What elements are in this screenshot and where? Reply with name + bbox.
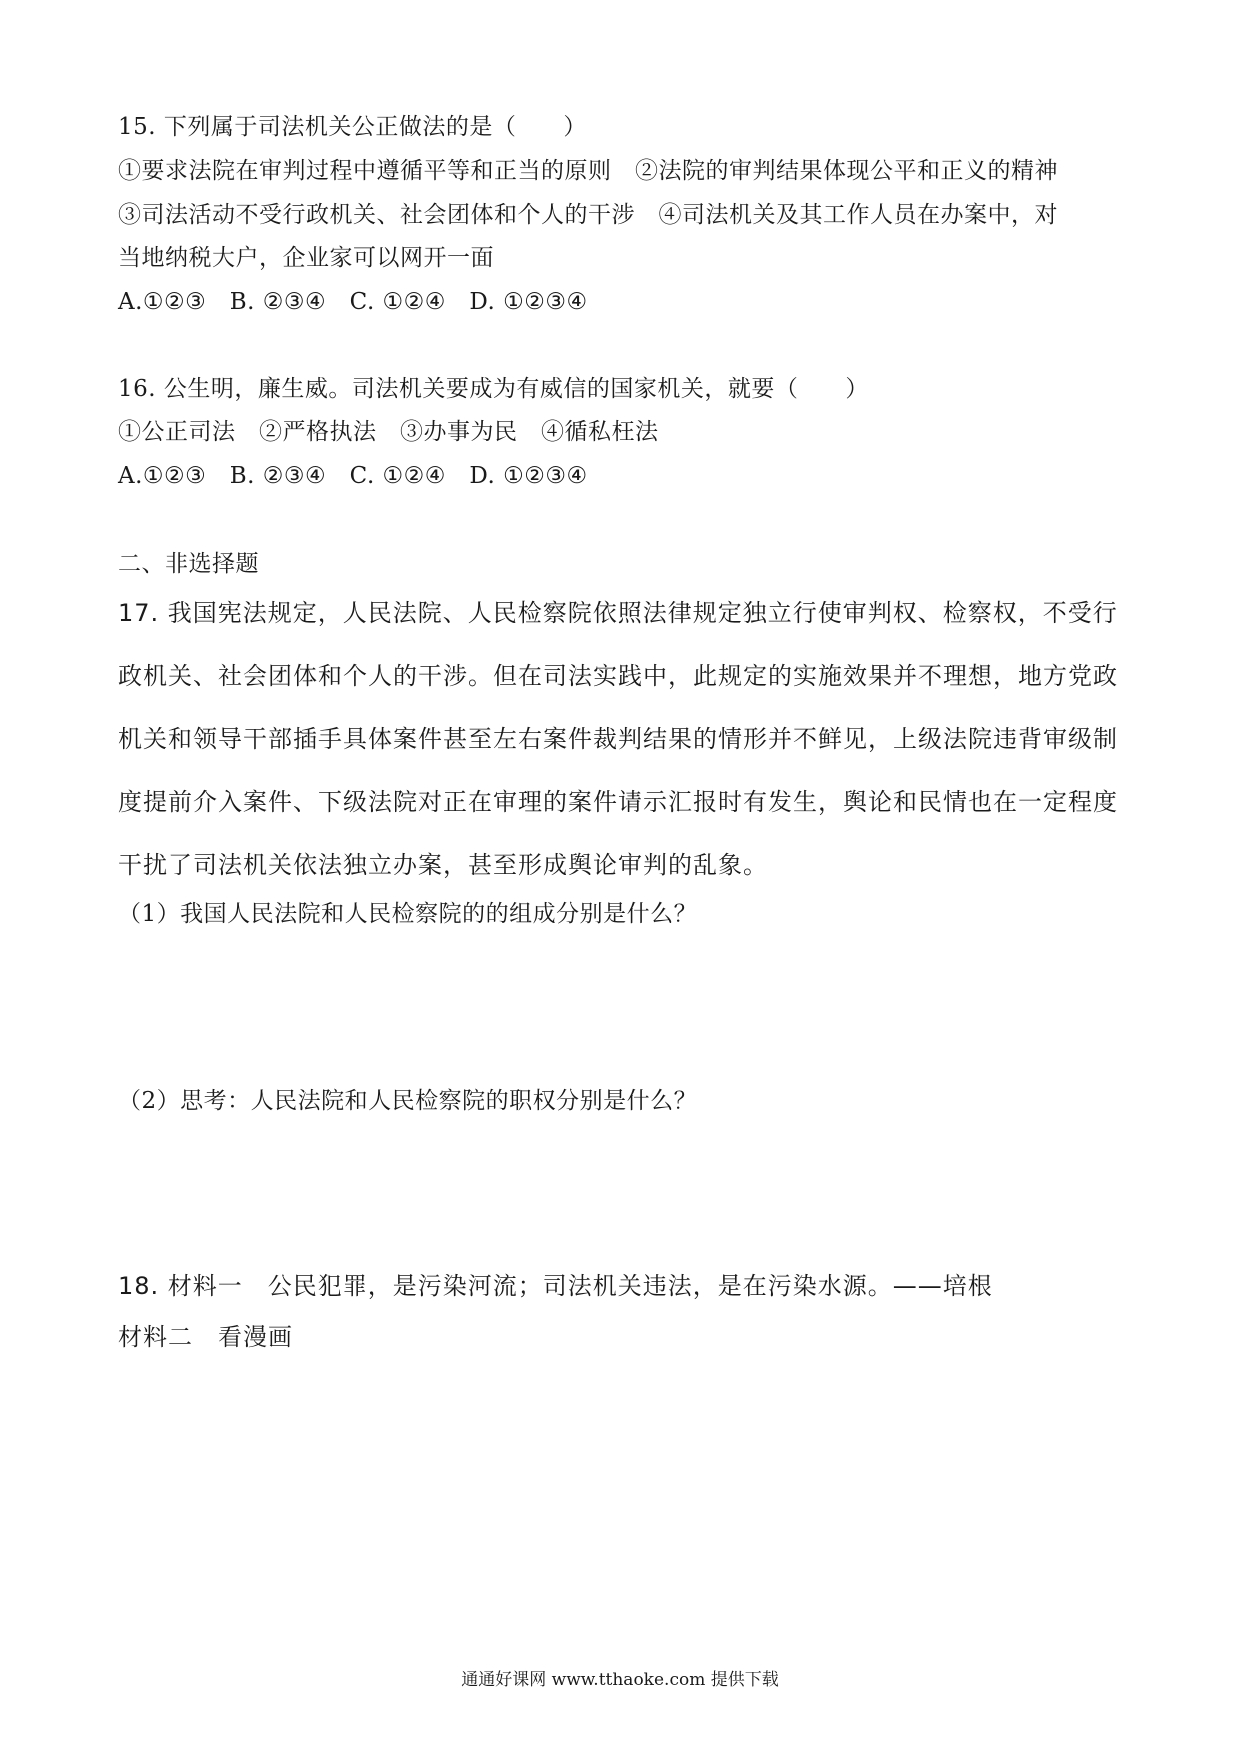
q16-options: ①公正司法 ②严格执法 ③办事为民 ④循私枉法 [118,419,659,445]
q16-stem: 16. 公生明，廉生威。司法机关要成为有威信的国家机关，就要（ ） [118,376,869,402]
page-footer: 通通好课网 www.tthaoke.com 提供下载 [461,1670,779,1690]
section-heading: 二、非选择题 [118,551,259,577]
q18-material-2: 材料二 看漫画 [118,1323,293,1351]
q16-choices: A.①②③ B. ②③④ C. ①②④ D. ①②③④ [118,463,588,489]
q15-stem: 15. 下列属于司法机关公正做法的是（ ） [118,114,587,140]
q17-text-line-2: 政机关、社会团体和个人的干涉。但在司法实践中，此规定的实施效果并不理想，地方党政 [118,662,1118,690]
q15-choices: A.①②③ B. ②③④ C. ①②④ D. ①②③④ [118,289,588,315]
q15-options-line-1: ①要求法院在审判过程中遵循平等和正当的原则 ②法院的审判结果体现公平和正义的精神 [118,158,1058,184]
q17-text-line-4: 度提前介入案件、下级法院对正在审理的案件请示汇报时有发生，舆论和民情也在一定程度 [118,788,1118,816]
q17-sub-question-1: （1）我国人民法院和人民检察院的的组成分别是什么？ [118,901,698,927]
q15-options-line-2: ③司法活动不受行政机关、社会团体和个人的干涉 ④司法机关及其工作人员在办案中，对 [118,202,1058,228]
q18-material-1: 18. 材料一 公民犯罪，是污染河流；司法机关违法，是在污染水源。——培根 [118,1272,993,1300]
q17-text-line-1: 17. 我国宪法规定，人民法院、人民检察院依照法律规定独立行使审判权、检察权，不受行 [118,599,1118,627]
q15-options-line-3: 当地纳税大户，企业家可以网开一面 [118,245,494,271]
q17-text-line-5: 干扰了司法机关依法独立办案，甚至形成舆论审判的乱象。 [118,851,768,879]
q17-text-line-3: 机关和领导干部插手具体案件甚至左右案件裁判结果的情形并不鲜见，上级法院违背审级制 [118,725,1118,753]
q17-sub-question-2: （2）思考：人民法院和人民检察院的职权分别是什么？ [118,1088,698,1114]
